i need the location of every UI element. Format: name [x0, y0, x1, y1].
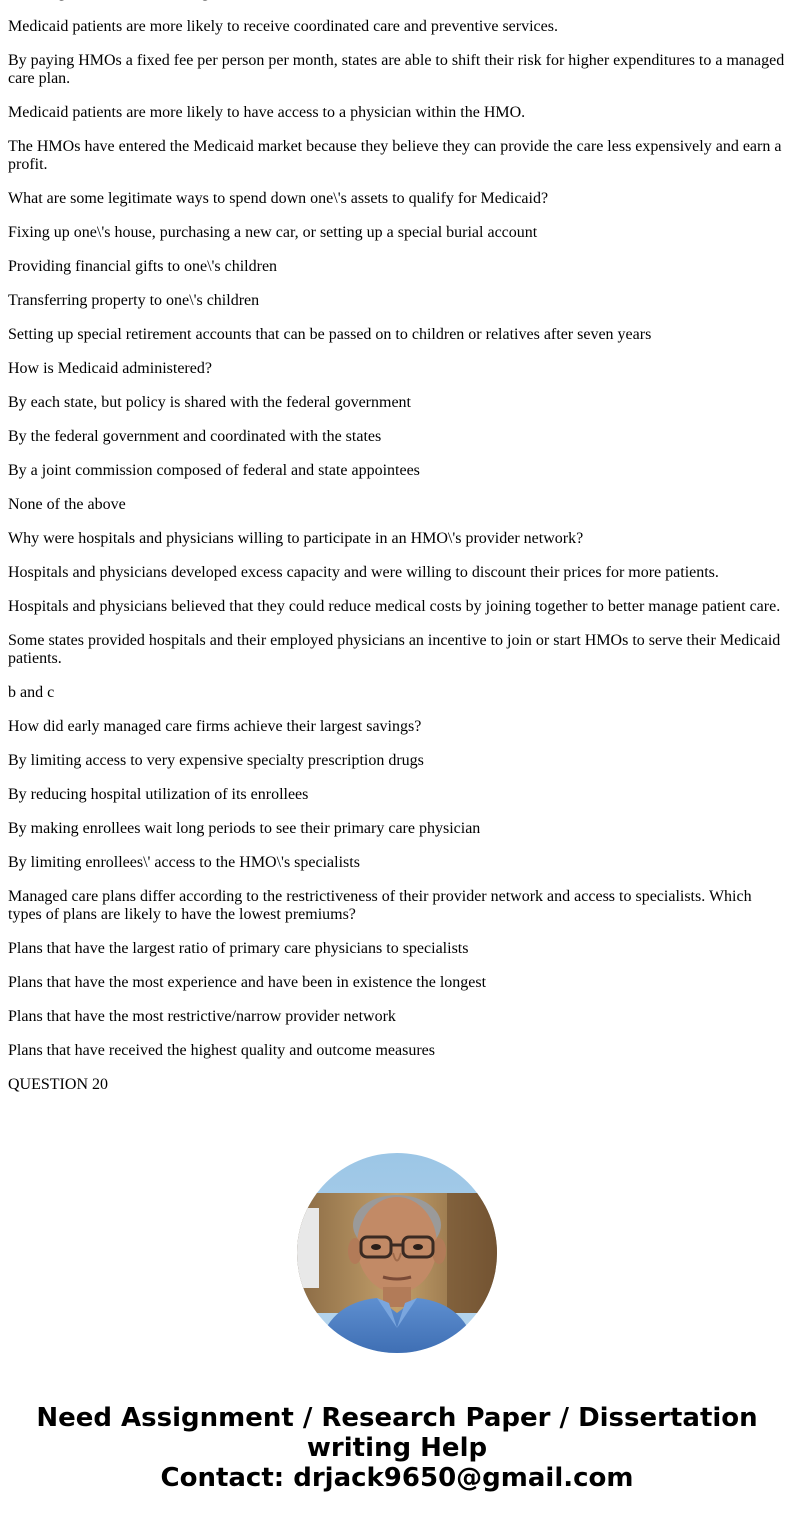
paragraph: Hospitals and physicians developed excess capacity and were willing to discount their prices for more patients. — [8, 564, 719, 581]
paragraph: Hospitals and physicians believed that they could reduce medical costs by joining together to better manage patient care. — [8, 598, 781, 615]
paragraph: By paying HMOs a fixed fee per person per month, states are able to shift their risk for higher expenditures to a managed care plan. — [8, 52, 785, 87]
paragraph: Medicaid patients are more likely to have access to a physician within the HMO. — [8, 104, 526, 121]
paragraph: Providing financial gifts to one\'s children — [8, 258, 278, 275]
paragraph: By each state, but policy is shared with the federal government — [8, 394, 411, 411]
contact-promo — [0, 1403, 794, 1493]
paragraph: By limiting enrollees\' access to the HMO\'s specialists — [8, 854, 360, 871]
paragraph: Some states provided hospitals and their employed physicians an incentive to join or start HMOs to serve their Medicaid patients. — [8, 632, 781, 667]
paragraph: Plans that have received the highest quality and outcome measures — [8, 1042, 435, 1059]
paragraph: By a joint commission composed of federal and state appointees — [8, 462, 420, 479]
paragraph: By reducing hospital utilization of its enrollees — [8, 786, 309, 803]
paragraph: How is Medicaid administered? — [8, 360, 212, 377]
paragraph: By making enrollees wait long periods to see their primary care physician — [8, 820, 481, 837]
avatar-photo — [297, 1153, 497, 1353]
paragraph: What are some legitimate ways to spend down one\'s assets to qualify for Medicaid? — [8, 190, 549, 207]
paragraph: b and c — [8, 684, 55, 701]
contact-email: Contact: drjack9650@gmail.com — [160, 1463, 634, 1493]
question-heading: QUESTION 20 — [8, 1076, 108, 1093]
paragraph: Medicaid patients are more likely to receive coordinated care and preventive services. — [8, 18, 558, 35]
promo-line: writing Help — [306, 1433, 488, 1463]
paragraph: Plans that have the most restrictive/narrow provider network — [8, 1008, 396, 1025]
paragraph: Fixing up one\'s house, purchasing a new car, or setting up a special burial account — [8, 224, 538, 241]
promo-line: Need Assignment / Research Paper / Dissertation — [36, 1403, 758, 1433]
paragraph: Setting up special retirement accounts that can be passed on to children or relatives after seven years — [8, 326, 652, 343]
document-body — [8, 0, 786, 1110]
paragraph: How did early managed care firms achieve their largest savings? — [8, 718, 422, 735]
paragraph: Transferring property to one\'s children — [8, 292, 260, 309]
avatar — [297, 1153, 497, 1353]
paragraph — [8, 0, 786, 2]
paragraph: By the federal government and coordinated with the states — [8, 428, 382, 445]
paragraph: Plans that have the most experience and have been in existence the longest — [8, 974, 487, 991]
paragraph: Plans that have the largest ratio of primary care physicians to specialists — [8, 940, 469, 957]
paragraph: The HMOs have entered the Medicaid market because they believe they can provide the care less expensively and earn a profit. — [8, 138, 782, 173]
paragraph: Managed care plans differ according to the restrictiveness of their provider network and access to specialists. Which types of plans are likely to have the lowest premiums? — [8, 888, 752, 923]
paragraph: None of the above — [8, 496, 126, 513]
paragraph: By limiting access to very expensive specialty prescription drugs — [8, 752, 424, 769]
paragraph: Why were hospitals and physicians willing to participate in an HMO\'s provider network? — [8, 530, 584, 547]
